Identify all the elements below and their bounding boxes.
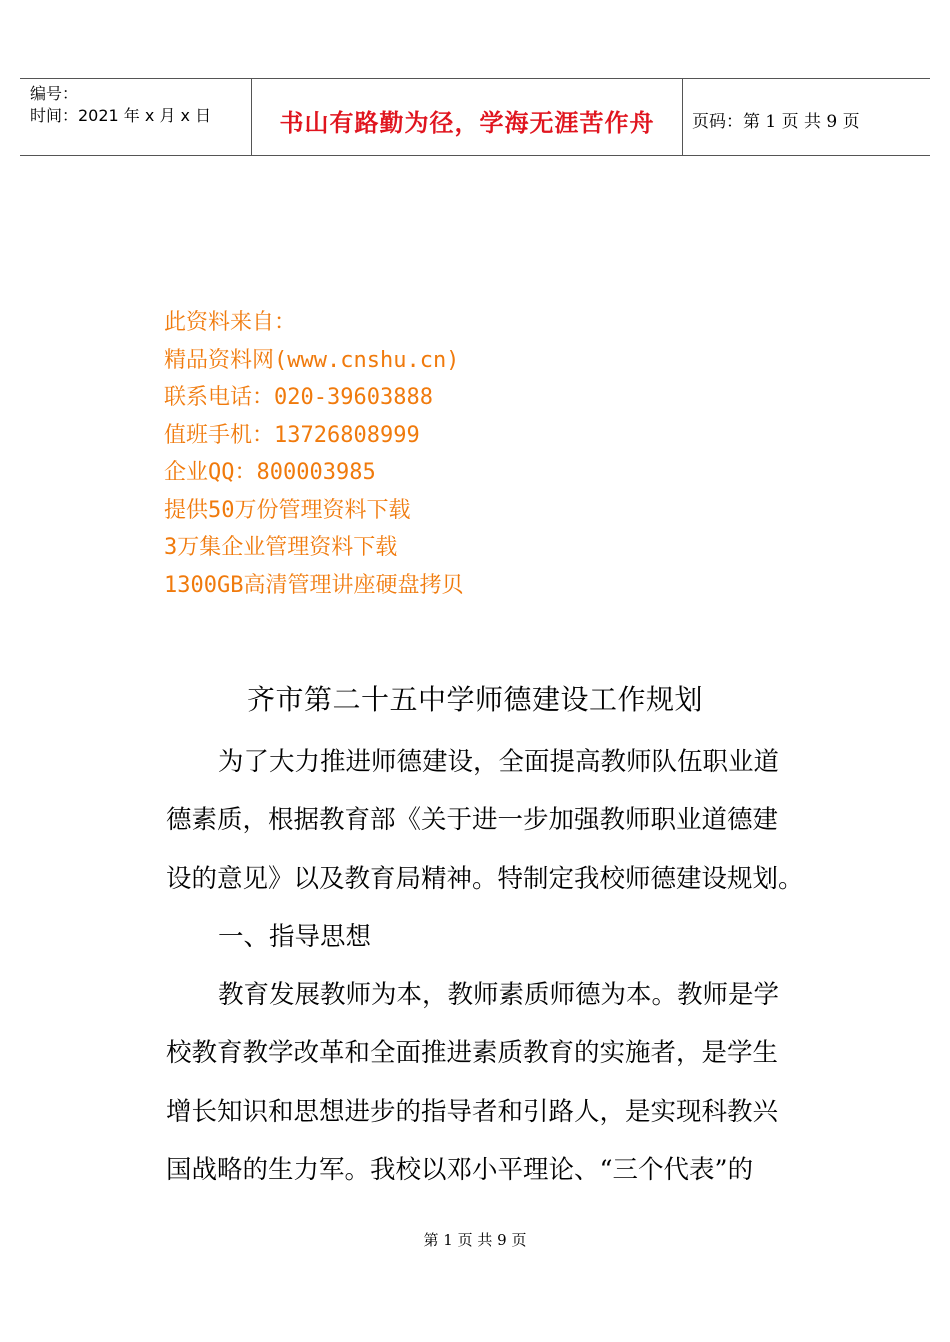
paragraph-line: 增长知识和思想进步的指导者和引路人，是实现科教兴 [166,1096,779,1127]
number-label: 编号： [30,84,79,103]
section-heading: 一、指导思想 [218,921,372,952]
header-motto: 书山有路勤为径，学海无涯苦作舟 [279,109,655,137]
promo-line: 企业QQ：800003985 [164,460,376,485]
document-title: 齐市第二十五中学师德建设工作规划 [246,683,703,716]
paragraph-line: 国战略的生力军。我校以邓小平理论、“三个代表”的 [166,1155,754,1186]
paragraph-line: 德素质，根据教育部《关于进一步加强教师职业道德建 [166,805,779,836]
promo-line: 联系电话：020-39603888 [164,385,433,410]
paragraph-line: 为了大力推进师德建设，全面提高教师队伍职业道 [218,747,780,777]
promo-line: 精品资料网(www.cnshu.cn) [164,347,460,373]
promo-line: 1300GB高清管理讲座硬盘拷贝 [164,572,464,598]
header-page-number: 页码：第 1 页 共 9 页 [692,112,860,132]
promo-line: 提供50万份管理资料下载 [164,497,411,523]
page-header [20,78,930,156]
paragraph-line: 教育发展教师为本，教师素质师德为本。教师是学 [218,980,780,1011]
promo-line: 3万集企业管理资料下载 [164,535,398,560]
time-label: 时间：2021 年 x 月 x 日 [30,106,212,125]
document-body [166,733,804,1199]
paragraph-line: 设的意见》以及教育局精神。特制定我校师德建设规划。 [166,863,804,894]
header-divider [682,79,683,156]
page-footer: 第 1 页 共 9 页 [423,1231,527,1249]
promo-line: 此资料来自： [164,310,297,335]
paragraph-line: 校教育教学改革和全面推进素质教育的实施者，是学生 [166,1038,779,1069]
promo-line: 值班手机：13726808999 [164,422,420,448]
header-meta [30,83,211,127]
promo-block [164,304,463,604]
